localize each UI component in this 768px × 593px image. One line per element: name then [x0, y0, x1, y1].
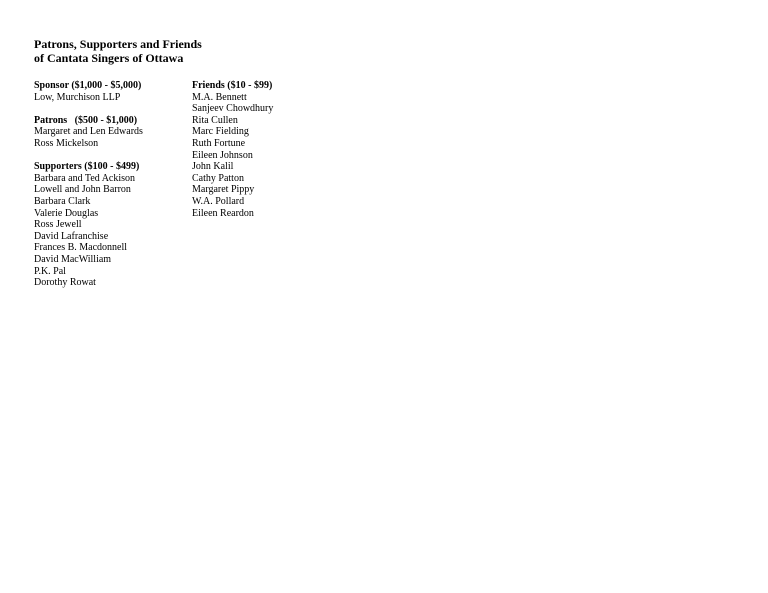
right-column — [192, 80, 273, 231]
list-item: Eileen Johnson — [192, 149, 253, 161]
list-item: Frances B. Macdonnell — [34, 242, 128, 254]
page-title — [34, 37, 202, 65]
list-item: M.A. Bennett — [192, 91, 247, 103]
title-line-2: of Cantata Singers of Ottawa — [34, 51, 184, 65]
list-item: Ruth Fortune — [192, 137, 246, 149]
list-item: Marc Fielding — [192, 126, 249, 138]
sponsor-section — [34, 80, 143, 103]
list-item: P.K. Pal — [34, 265, 66, 277]
list-item: Lowell and John Barron — [34, 184, 131, 196]
list-item: Valerie Douglas — [34, 207, 99, 219]
list-item: Rita Cullen — [192, 114, 238, 126]
list-item: Ross Jewell — [34, 219, 82, 231]
list-item: Dorothy Rowat — [34, 277, 96, 289]
list-item: Barbara and Ted Ackison — [34, 172, 136, 184]
list-item: David Lafranchise — [34, 230, 109, 242]
list-item: David MacWilliam — [34, 253, 112, 265]
title-line-1: Patrons, Supporters and Friends — [34, 37, 202, 51]
section-heading: Sponsor ($1,000 - $5,000) — [34, 80, 142, 91]
list-item: Sanjeev Chowdhury — [192, 103, 274, 115]
left-column — [34, 80, 143, 300]
section-heading: Friends ($10 - $99) — [192, 80, 273, 91]
list-item: Ross Mickelson — [34, 137, 99, 149]
section-heading: Supporters ($100 - $499) — [34, 161, 140, 173]
supporters-section — [34, 161, 143, 289]
friends-section — [192, 80, 273, 219]
list-item: Barbara Clark — [34, 195, 91, 207]
list-item: Low, Murchison LLP — [34, 91, 121, 103]
section-heading: Patrons ($500 - $1,000) — [34, 114, 138, 126]
list-item: Cathy Patton — [192, 172, 244, 184]
list-item: Eileen Reardon — [192, 207, 254, 219]
list-item: W.A. Pollard — [192, 195, 245, 207]
list-item: Margaret Pippy — [192, 184, 255, 196]
list-item: Margaret and Len Edwards — [34, 126, 143, 138]
list-item: John Kalil — [192, 161, 234, 173]
patrons-section — [34, 115, 143, 150]
